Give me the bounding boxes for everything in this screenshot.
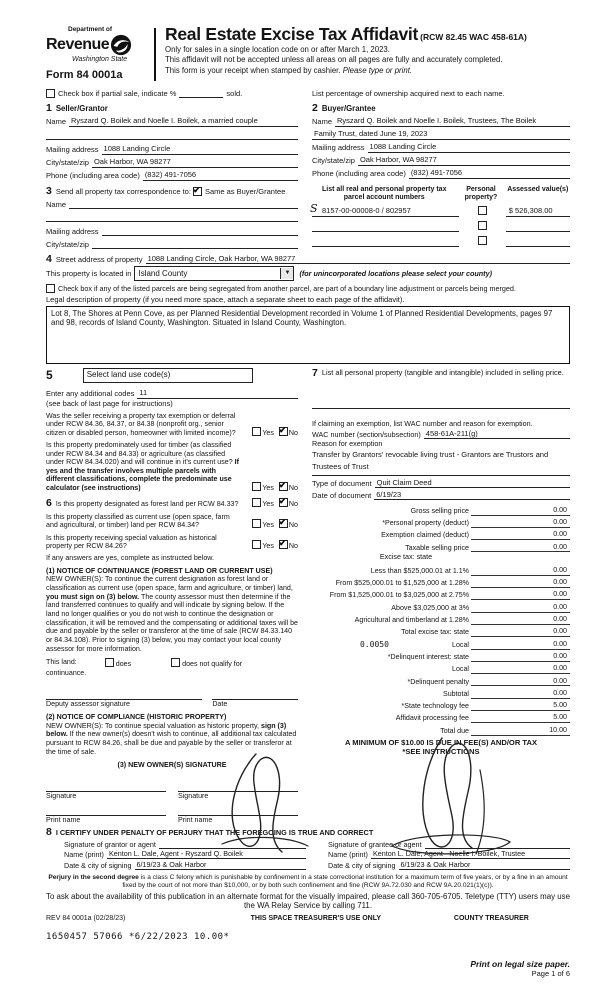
timber-yes-no: Yes ✔ No — [247, 482, 298, 493]
excise-value[interactable]: 0.00 — [523, 664, 570, 674]
grantee-name-label: Name (print) — [328, 850, 368, 860]
partial-sale-percent-field[interactable] — [179, 97, 223, 98]
same-as-buyer-label: Same as Buyer/Grantee — [204, 186, 286, 196]
excise-value[interactable]: 0.00 — [523, 615, 570, 625]
wac-number-label: WAC number (section/subsection) — [312, 430, 421, 440]
exemption-yes-no: Yes ✔ No — [247, 427, 298, 438]
correspondence-section — [46, 186, 298, 250]
corr-name-field-2[interactable] — [46, 212, 298, 222]
excise-row: Subtotal 0.00 — [312, 686, 570, 698]
section-4-number: 4 — [46, 252, 52, 265]
see-back-note: (see back of last page for instructions) — [46, 398, 173, 408]
corr-mailing-label: Mailing address — [46, 226, 99, 236]
excise-value[interactable]: 0.00 — [523, 543, 570, 553]
personal-property-checkbox[interactable] — [478, 236, 487, 245]
excise-row: Total excise tax: state 0.00 — [312, 625, 570, 637]
buyer-name-field[interactable]: Ryszard Q. Boilek and Noelle I. Boilek, Trustees, The Boilek — [335, 116, 570, 126]
buyer-name-label: Name — [312, 117, 333, 127]
buyer-mailing-label: Mailing address — [312, 143, 365, 153]
grantee-date-field[interactable]: 6/19/23 & Oak Harbor — [399, 860, 570, 870]
excise-value[interactable]: 0.00 — [523, 530, 570, 540]
excise-row: Gross selling price 0.00 — [312, 503, 570, 515]
excise-row: Agricultural and timberland at 1.28% 0.00 — [312, 613, 570, 625]
yes-checkbox[interactable] — [252, 519, 261, 528]
section-3-number: 3 — [46, 184, 52, 197]
excise-value[interactable]: 0.00 — [523, 689, 570, 699]
personal-property-header: Personal property? — [464, 185, 498, 201]
page-number: Page 1 of 6 — [531, 969, 570, 979]
parcel-row — [312, 232, 570, 247]
same-as-buyer-checkbox[interactable] — [193, 187, 202, 196]
correspondence-label: Send all property tax correspondence to: — [55, 186, 191, 196]
section-5-number: 5 — [46, 368, 53, 383]
grantor-name-label: Name (print) — [64, 850, 104, 860]
print-name-label: Print name — [46, 815, 81, 824]
excise-value[interactable]: 0.00 — [523, 518, 570, 528]
dor-logo — [46, 26, 150, 83]
grantor-sig-label: Signature of grantor or agent — [64, 839, 156, 849]
buyer-city-label: City/state/zip — [312, 156, 355, 166]
historic-yes-no: Yes ✔ No — [247, 540, 298, 551]
assessed-value-field[interactable] — [506, 246, 570, 247]
excise-value[interactable]: 0.00 — [523, 652, 570, 662]
section-1-number: 1 — [46, 102, 52, 114]
signature-label: Signature — [178, 792, 209, 801]
seller-name-label: Name — [46, 117, 67, 127]
this-land-label: This land: — [46, 658, 77, 667]
no-checkbox[interactable] — [279, 427, 288, 436]
parcel-number-field[interactable] — [312, 246, 459, 247]
perjury-note: Perjury in the second degree is a class C felony which is punishable by confinement in a state correctional institution for a maximum term of five years, or by a fine in an amount fixed by the court of not more than $10,000, or by both such confinement and fine (RCW 9A.72.030 and RCW 9A.20.021(1)(c)). — [48, 873, 568, 889]
dor-swirl-icon — [110, 34, 132, 56]
cashier-stamp: 1650457 57066 *6/22/2023 10.00* — [46, 931, 230, 942]
ownership-note: List percentage of ownership acquired next to each name. — [312, 88, 505, 98]
excise-row: Affidavit processing fee 5.00 — [312, 711, 570, 723]
dept-sub-label: Washington State — [72, 56, 128, 64]
excise-row: From $525,000.01 to $1,525,000 at 1.28% 0.00 — [312, 576, 570, 588]
yes-checkbox[interactable] — [252, 540, 261, 549]
no-checkbox[interactable] — [279, 540, 288, 549]
seller-heading: Seller/Grantor — [55, 104, 108, 113]
segregated-checkbox[interactable] — [46, 284, 55, 293]
continuance-label: continuance. — [46, 669, 87, 678]
minimum-due-note: A MINIMUM OF $10.00 IS DUE IN FEE(S) AND/OR TAX *SEE INSTRUCTIONS — [344, 737, 538, 756]
land-use-value: Select land use code(s) — [86, 370, 171, 380]
form-number: Form 84 0001a — [46, 68, 123, 81]
no-checkbox[interactable] — [279, 498, 288, 507]
new-owner-print-field-2[interactable] — [178, 804, 298, 816]
parcel-table — [298, 186, 570, 250]
subtitle-1: Only for sales in a single location code on or after March 1, 2023. — [165, 44, 390, 54]
excise-row: From $1,525,000.01 to $3,025,000 at 2.75% 0.00 — [312, 588, 570, 600]
seller-name-field-2[interactable] — [46, 130, 298, 140]
assessed-value-header: Assessed value(s) — [507, 185, 569, 193]
notice-compliance-title: (2) NOTICE OF COMPLIANCE (HISTORIC PROPERTY) — [46, 712, 227, 721]
current-use-question: Is this property classified as current use (open space, farm and agricultural, or timber) land per RCW 84.34? — [46, 512, 230, 530]
grantee-certify — [306, 838, 570, 870]
section-6-number: 6 — [46, 497, 52, 510]
excise-value[interactable]: 0.00 — [523, 590, 570, 600]
seller-city-field[interactable]: Oak Harbor, WA 98277 — [92, 157, 298, 167]
parcel-header: List all real and personal property tax parcel account numbers — [321, 185, 447, 201]
subtitle-3: This form is your receipt when stamped by cashier. Please type or print. — [165, 65, 413, 75]
dropdown-arrow-icon[interactable]: ▼ — [280, 268, 293, 279]
reason-exemption-label: Reason for exemption — [312, 439, 383, 449]
assessed-value-field[interactable]: $ 526,308.00 — [506, 206, 570, 216]
signature-label: Signature — [46, 792, 77, 801]
corr-city-field[interactable] — [92, 239, 298, 249]
land-use-section — [46, 368, 298, 825]
grantor-date-label: Date & city of signing — [64, 860, 132, 870]
yes-checkbox[interactable] — [252, 498, 261, 507]
print-legal-note: Print on legal size paper. — [470, 958, 570, 969]
title-rcw-ref: (RCW 82.45 WAC 458-61A) — [420, 32, 527, 42]
buyer-mailing-field[interactable]: 1088 Landing Circle — [368, 142, 570, 152]
excise-row: *State technology fee 5.00 — [312, 699, 570, 711]
no-checkbox[interactable] — [279, 519, 288, 528]
notice-compliance-text: NEW OWNER(S): To continue special valuation as historic property, sign (3) below. If the new owner(s) doesn't wish to continue, all additional tax calculated pursuant to RCW 84.26, shall be due and payable by the seller or transferor at the time of sale. — [46, 721, 297, 756]
grantor-name-field[interactable]: Kenton L. Dale, Agent - Ryszard Q. Boilek — [107, 849, 306, 859]
excise-value[interactable]: 5.00 — [523, 701, 570, 711]
if-yes-note: If any answers are yes, complete as instructed below. — [46, 553, 214, 562]
excise-row: Above $3,025,000 at 3% 0.00 — [312, 600, 570, 612]
deputy-date-field[interactable] — [212, 688, 298, 700]
reason-exemption-field[interactable]: Transfer by Grantors' revocable living trust - Grantors are Trustors and Trustees of Trust — [312, 450, 549, 471]
current-use-yes-no: Yes ✔ No — [247, 519, 298, 530]
grantee-sig-label: Signature of grantee or agent — [328, 839, 422, 849]
land-does-not-checkbox[interactable] — [171, 658, 180, 667]
dept-name-label: Revenue — [46, 36, 110, 54]
county-note: (for unincorporated locations please select your county) — [299, 269, 492, 279]
treasurer-space-label: THIS SPACE TREASURER'S USE ONLY — [250, 914, 382, 922]
exemption-question: Was the seller receiving a property tax exemption or deferral under RCW 84.36, 84.37, or 84.38 (nonprofit org., senior citizen or disabled person, homeowner with limited income)? — [46, 411, 236, 437]
excise-row: Total due 10.00 — [312, 723, 570, 735]
partial-sale-label: Check box if partial sale, indicate % — [58, 88, 177, 98]
seller-city-label: City/state/zip — [46, 158, 89, 168]
excise-value[interactable]: 0.00 — [523, 640, 570, 650]
deputy-signature-field[interactable] — [46, 688, 202, 700]
personal-property-list-field[interactable] — [312, 396, 570, 409]
segregated-label: Check box if any of the listed parcels are being segregated from another parcel, are part of a boundary line adjustment or parcels being merged. — [58, 284, 516, 294]
does-label: does — [115, 660, 132, 669]
document-date-label: Date of document — [312, 490, 372, 500]
parcel-row — [312, 202, 570, 217]
additional-codes-label: Enter any additional codes — [46, 389, 135, 399]
seller-mailing-field[interactable]: 1088 Landing Circle — [102, 144, 298, 154]
corr-name-field[interactable] — [69, 199, 298, 209]
excise-value[interactable]: 0.00 — [523, 578, 570, 588]
historic-question: Is this property receiving special valuation as historical property per RCW 84.26? — [46, 533, 217, 551]
assessed-value-field[interactable] — [506, 231, 570, 232]
does-not-label: does not qualify for — [182, 660, 243, 669]
no-checkbox[interactable] — [279, 482, 288, 491]
county-treasurer-label: COUNTY TREASURER — [453, 914, 529, 922]
parcel-row — [312, 217, 570, 232]
print-name-label: Print name — [178, 815, 213, 824]
yes-checkbox[interactable] — [252, 427, 261, 436]
new-owner-signature-field-2[interactable] — [178, 780, 298, 792]
excise-value[interactable]: 0.00 — [523, 603, 570, 613]
excise-row-local: 0.0050 Local 0.00 — [312, 637, 570, 649]
excise-value[interactable]: 5.00 — [523, 713, 570, 723]
additional-codes-field[interactable]: 11 — [137, 388, 298, 398]
section-8-number: 8 — [46, 825, 52, 838]
buyer-heading: Buyer/Grantee — [321, 104, 376, 113]
located-label: This property is located in — [46, 269, 132, 279]
excise-value[interactable]: 0.00 — [523, 506, 570, 516]
grantee-name-field[interactable]: Kenton L. Dale, Agent - Noelle I. Boilek, Trustee — [371, 849, 570, 859]
deputy-signature-label: Deputy assessor signature — [46, 699, 130, 708]
legal-description-label: Legal description of property (if you need more space, attach a separate sheet to each page of the affidavit). — [46, 295, 405, 305]
parcel-number-field[interactable] — [312, 231, 459, 232]
excise-value[interactable]: 10.00 — [523, 726, 570, 736]
excise-state-header: Excise tax: state — [379, 552, 433, 562]
form-header — [46, 26, 570, 83]
buyer-name-field-2[interactable]: Family Trust, dated June 19, 2023 — [312, 129, 570, 139]
section-7-number: 7 — [312, 366, 318, 379]
timber-question: Is this property predominately used for timber (as classified under RCW 84.34 and 84.33) or agriculture (as classified under RCW 84.34.020) and will continue in it's current use? If yes and the transfer involves multiple parcels with different classifications, complete the predominate use calculator (see instructions) — [46, 441, 240, 492]
seller-section — [46, 101, 298, 181]
excise-value[interactable]: 0.00 — [523, 627, 570, 637]
excise-row: *Delinquent penalty 0.00 — [312, 674, 570, 686]
partial-sale-checkbox[interactable] — [46, 89, 55, 98]
notice-continuance-title: (1) NOTICE OF CONTINUANCE (FOREST LAND OR CURRENT USE) — [46, 566, 273, 575]
grantor-date-field[interactable]: 6/19/23 & Oak Harbor — [135, 860, 306, 870]
document-type-field[interactable]: Quit Claim Deed — [375, 478, 570, 488]
excise-row: Local 0.00 — [312, 662, 570, 674]
new-owner-print-field-1[interactable] — [46, 804, 166, 816]
alternate-format-note: To ask about the availability of this publication in an alternate format for the visually impaired, please call 360-705-6705. Teletype (TTY) users may use the WA Relay Service by calling 711. — [46, 891, 570, 910]
parcel-number-field[interactable]: S 8157-00-00008-0 / 802957 — [312, 206, 459, 216]
document-date-field[interactable]: 6/19/23 — [374, 490, 570, 500]
street-field[interactable]: 1088 Landing Circle, Oak Harbor, WA 98277 — [146, 254, 570, 264]
seller-mailing-label: Mailing address — [46, 145, 99, 155]
dept-small-label: Department of — [68, 26, 113, 33]
subtitle-2: This affidavit will not be accepted unless all areas on all pages are fully and accurately completed. — [165, 55, 503, 65]
property-section — [46, 253, 570, 363]
certify-statement: I CERTIFY UNDER PENALTY OF PERJURY THAT THE FOREGOING IS TRUE AND CORRECT — [55, 828, 374, 838]
excise-row: *Personal property (deduct) 0.00 — [312, 516, 570, 528]
page-title: Real Estate Excise Tax Affidavit — [165, 24, 419, 44]
claim-exemption-note: If claiming an exemption, list WAC number and reason for exemption. — [312, 419, 533, 429]
tax-section — [298, 368, 570, 825]
wac-number-field[interactable]: 458-61A-211(g) — [424, 429, 570, 439]
grantee-date-label: Date & city of signing — [328, 860, 396, 870]
certify-section — [46, 827, 570, 870]
street-label: Street address of property — [55, 254, 143, 264]
land-does-checkbox[interactable] — [105, 658, 114, 667]
corr-city-label: City/state/zip — [46, 239, 89, 249]
yes-checkbox[interactable] — [252, 482, 261, 491]
grantor-certify — [46, 838, 306, 870]
legal-description-field[interactable]: Lot 8, The Shores at Penn Cove, as per Planned Residential Development recorded in Volume 1 of Planned Residential Developments, pages 97 and 98, records of Island County, Washington. Situated in Island County, Washington. — [46, 306, 570, 364]
personal-property-list-label: List all personal property (tangible and intangible) included in selling price. — [321, 367, 564, 377]
local-rate-value: 0.0050 — [360, 639, 389, 649]
deputy-date-label: Date — [212, 699, 228, 708]
divider — [312, 475, 570, 476]
seller-phone-label: Phone (including area code) — [46, 171, 140, 181]
excise-value[interactable]: 0.00 — [523, 677, 570, 687]
rev-number: REV 84 0001a (02/28/23) — [46, 914, 126, 922]
document-type-label: Type of document — [312, 478, 372, 488]
land-use-select[interactable] — [83, 368, 253, 383]
personal-property-checkbox[interactable] — [478, 206, 487, 215]
buyer-phone-label: Phone (including area code) — [312, 169, 406, 179]
seller-name-field[interactable]: Ryszard Q. Boilek and Noelle I. Boilek, a married couple — [69, 116, 298, 126]
corr-mailing-field[interactable] — [102, 226, 298, 236]
excise-value[interactable]: 0.00 — [523, 566, 570, 576]
grantee-signature-field[interactable] — [425, 839, 570, 849]
excise-row: Less than $525,000.01 at 1.1% 0.00 — [312, 563, 570, 575]
forest-question: 6 Is this property designated as forest land per RCW 84.33? — [46, 497, 239, 510]
grantor-signature-field[interactable] — [159, 839, 306, 849]
handwritten-mark: S — [310, 202, 318, 216]
personal-property-checkbox[interactable] — [478, 221, 487, 230]
new-owner-signature-field-1[interactable] — [46, 780, 166, 792]
header-divider — [154, 28, 156, 81]
seller-phone-field[interactable]: (832) 491-7056 — [143, 170, 298, 180]
county-select[interactable] — [134, 266, 294, 281]
forest-yes-no: Yes ✔ No — [247, 498, 298, 509]
buyer-section — [298, 101, 570, 181]
excise-row: Taxable selling price 0.00 — [312, 540, 570, 552]
section-2-number: 2 — [312, 102, 318, 114]
partial-sale-suffix: sold. — [226, 88, 243, 98]
notice-continuance-text: NEW OWNER(S): To continue the current designation as forest land or classification as current use (open space, farm and agriculture, or timber) land, you must sign on (3) below. The county assessor must then determine if the land transferred continues to qualify and will indicate by signing below. If the land no longer qualifies or you do not wish to continue the designation or classification, it will be removed and the compensating or additional taxes will be due and payable by the seller or transferor at the time of sale (RCW 84.33.140 or 84.34.108). Prior to signing (3) below, you may contact your local county assessor for more information. — [46, 575, 298, 653]
excise-row: Exemption claimed (deduct) 0.00 — [312, 528, 570, 540]
new-owner-signature-title: (3) NEW OWNER(S) SIGNATURE — [117, 761, 227, 770]
county-selected-value: Island County — [138, 268, 188, 278]
buyer-phone-field[interactable]: (832) 491-7056 — [409, 168, 570, 178]
excise-row: *Delinquent interest: state 0.00 — [312, 650, 570, 662]
buyer-city-field[interactable]: Oak Harbor, WA 98277 — [358, 155, 570, 165]
corr-name-label: Name — [46, 199, 67, 209]
